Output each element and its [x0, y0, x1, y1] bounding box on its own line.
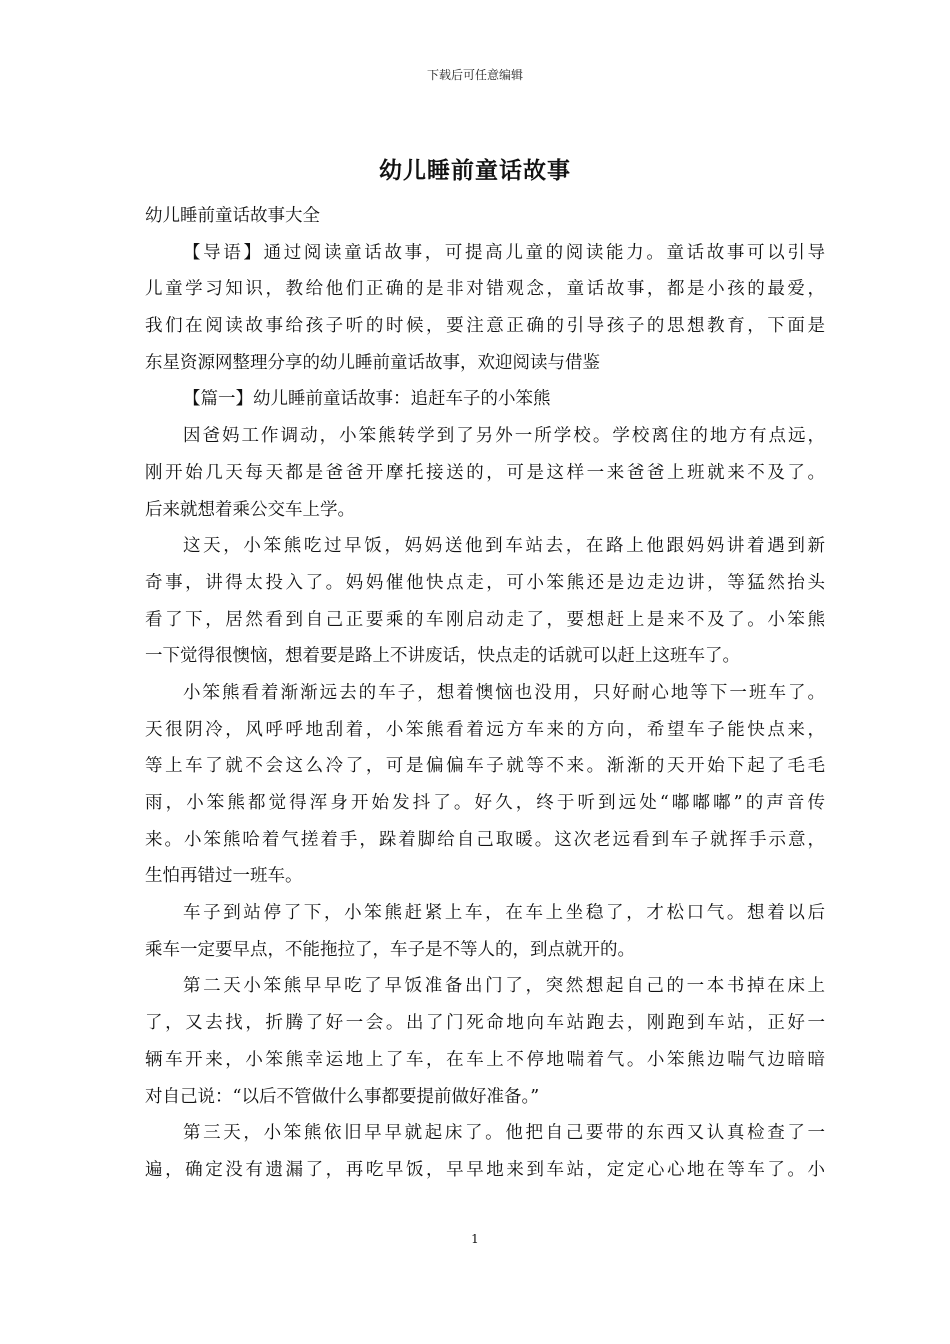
- text-line: 小笨熊看着渐渐远去的车子，想着懊恼也没用，只好耐心地等下一班车了。: [183, 682, 825, 703]
- text-line: 我们在阅读故事给孩子听的时候，要注意正确的引导孩子的思想教育，下面是: [145, 316, 825, 337]
- text-line: 天很阴冷，风呼呼地刮着，小笨熊看着远方车来的方向，希望车子能快点来，: [145, 719, 825, 740]
- text-line: 第二天小笨熊早早吃了早饭准备出门了，突然想起自己的一本书掉在床上: [183, 976, 825, 997]
- page-number: 1: [471, 1232, 479, 1246]
- text-line: 了，又去找，折腾了好一会。出了门死命地向车站跑去，刚跑到车站，正好一: [145, 1013, 825, 1034]
- text-line: 这天，小笨熊吃过早饭，妈妈送他到车站去，在路上他跟妈妈讲着遇到新: [183, 536, 825, 557]
- text-line: 生怕再错过一班车。: [145, 866, 303, 887]
- text-line: 因爸妈工作调动，小笨熊转学到了另外一所学校。学校离住的地方有点远，: [183, 426, 825, 447]
- text-line: 对自己说：“以后不管做什么事都要提前做好准备。”: [145, 1086, 540, 1107]
- text-line: 辆车开来，小笨熊幸运地上了车，在车上不停地喘着气。小笨熊边喘气边暗暗: [145, 1049, 825, 1070]
- text-line: 车子到站停了下，小笨熊赶紧上车，在车上坐稳了，才松口气。想着以后: [183, 903, 825, 924]
- document-title: 幼儿睡前童话故事: [379, 157, 571, 184]
- body-text: [145, 198, 825, 1189]
- subtitle-line: 幼儿睡前童话故事大全: [145, 206, 320, 226]
- text-line: 看了下，居然看到自己正要乘的车刚启动走了，要想赶上是来不及了。小笨熊: [145, 609, 825, 630]
- text-line: 雨，小笨熊都觉得浑身开始发抖了。好久，终于听到远处“嘟嘟嘟”的声音传: [145, 793, 825, 813]
- text-line: 来。小笨熊哈着气搓着手，跺着脚给自己取暖。这次老远看到车子就挥手示意，: [145, 829, 825, 850]
- text-line: 第三天，小笨熊依旧早早就起床了。他把自己要带的东西又认真检查了一: [183, 1123, 825, 1144]
- page-header: 下载后可任意编辑: [426, 68, 523, 82]
- text-line: 奇事，讲得太投入了。妈妈催他快点走，可小笨熊还是边走边讲，等猛然抬头: [145, 572, 825, 593]
- text-line: 一下觉得很懊恼，想着要是路上不讲废话，快点走的话就可以赶上这班车了。: [145, 646, 740, 667]
- text-line: 儿童学习知识，教给他们正确的是非对错观念，童话故事，都是小孩的最爱，: [145, 279, 825, 300]
- section-heading: 【篇一】幼儿睡前童话故事：追赶车子的小笨熊: [183, 389, 551, 410]
- text-line: 刚开始几天每天都是爸爸开摩托接送的，可是这样一来爸爸上班就来不及了。: [145, 462, 825, 483]
- text-line: 【导语】通过阅读童话故事，可提高儿童的阅读能力。童话故事可以引导: [183, 242, 825, 263]
- text-line: 东星资源网整理分享的幼儿睡前童话故事，欢迎阅读与借鉴: [145, 352, 600, 373]
- text-line: 遍，确定没有遗漏了，再吃早饭，早早地来到车站，定定心心地在等车了。小: [145, 1159, 825, 1180]
- text-line: 后来就想着乘公交车上学。: [145, 499, 355, 520]
- text-line: 乘车一定要早点，不能拖拉了，车子是不等人的，到点就开的。: [145, 939, 635, 960]
- text-line: 等上车了就不会这么冷了，可是偏偏车子就等不来。渐渐的天开始下起了毛毛: [145, 756, 825, 777]
